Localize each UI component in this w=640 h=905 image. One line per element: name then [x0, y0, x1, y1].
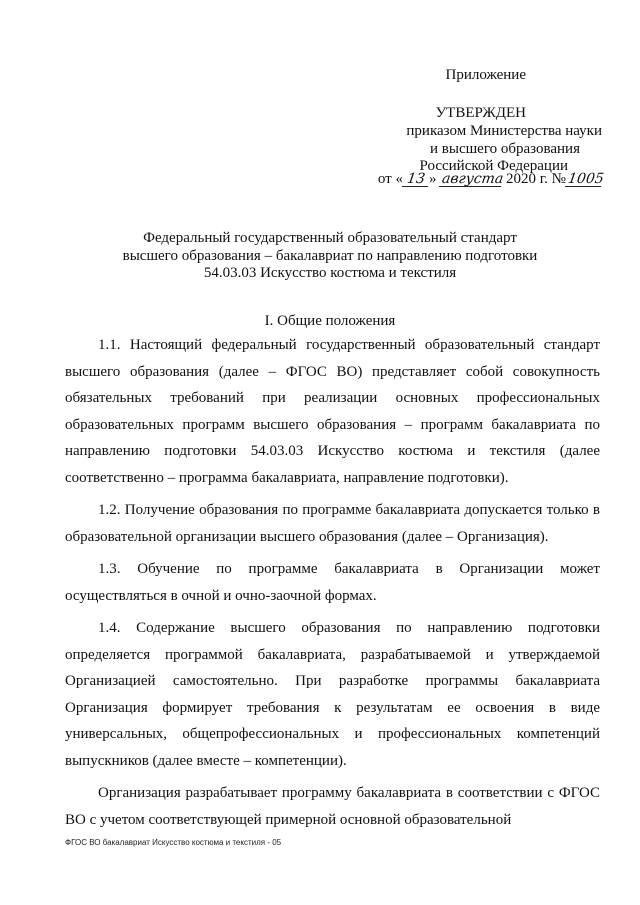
- document-body: [65, 332, 600, 833]
- paragraph-1-1: 1.1. Настоящий федеральный государственный образовательный стандарт высшего образования (далее – ФГОС ВО) представляет собой совокупность обязательных требований при реализации основных профессиональных образовательных программ высшего образования – программ бакалавриата по направлению подготовки 54.03.03 Искусство костюма и текстиля (далее соответственно – программа бакалавриата, направление подготовки).: [65, 337, 600, 486]
- standard-title-line-3: 54.03.03 Искусство костюма и текстиля: [203, 265, 457, 281]
- handwritten-month: августа: [441, 171, 505, 187]
- appendix-label: Приложение: [445, 67, 526, 83]
- handwritten-day: 13: [402, 172, 430, 187]
- approval-line-1: приказом Министерства науки: [406, 123, 602, 139]
- order-date-line: [377, 170, 605, 188]
- paragraph-1-4: 1.4. Содержание высшего образования по направлению подготовки определяется программой бакалавриата, разрабатываемой и утверждаемой Организацией самостоятельно. При разработке программы бакалавриата Организация формирует требования к результатам ее освоения в виде универсальных, общепрофессиональных и профессиональных компетенций выпускников (далее вместе – компетенции).: [65, 620, 600, 769]
- section-heading: I. Общие положения: [264, 313, 396, 329]
- date-year: 2020 г. №: [505, 171, 566, 187]
- approval-line-3: Российской Федерации: [419, 158, 568, 174]
- paragraph-1-3: 1.3. Обучение по программе бакалавриата в Организации может осуществляться в очной и очно-заочной формах.: [65, 561, 600, 604]
- date-mid: »: [428, 171, 437, 187]
- approval-line-2: и высшего образования: [430, 141, 580, 157]
- handwritten-order-number: 1005: [566, 171, 605, 187]
- paragraph-organization: Организация разрабатывает программу бакалавриата в соответствии с ФГОС ВО с учетом соответствующей примерной основной образовательной: [65, 785, 600, 828]
- paragraph-1-2: 1.2. Получение образования по программе бакалавриата допускается только в образовательной организации высшего образования (далее – Организация).: [65, 502, 600, 545]
- standard-title-line-2: высшего образования – бакалавриат по направлению подготовки: [122, 248, 538, 264]
- date-prefix: от «: [377, 171, 403, 187]
- approved-label: УТВЕРЖДЕН: [435, 105, 526, 121]
- standard-title-line-1: Федеральный государственный образовательный стандарт: [143, 230, 517, 246]
- page-footer: ФГОС ВО бакалавриат Искусство костюма и текстиля - 05: [65, 838, 282, 847]
